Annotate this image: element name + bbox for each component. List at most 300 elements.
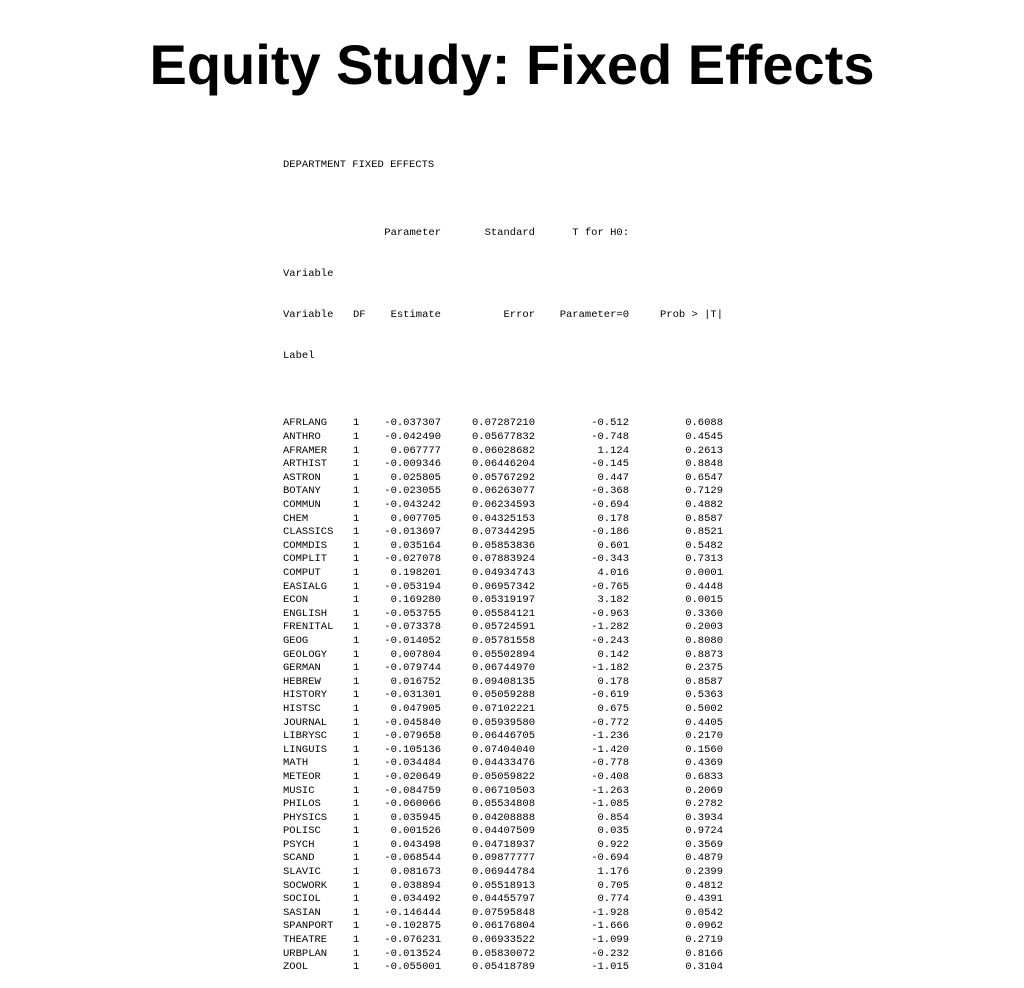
table-cell-var: PHYSICS [283,811,328,824]
table-cell-var: THEATRE [283,934,328,947]
table-cell-est: 0.034492 [390,893,441,906]
table-cell-df: 1 [353,825,360,838]
table-row [283,866,723,880]
table-row [283,730,723,744]
table-cell-se: 0.05939580 [471,716,535,729]
table-cell-var: COMPUT [283,567,321,579]
table-cell-se: 0.05418789 [471,961,535,974]
table-cell-se: 0.04934743 [471,567,535,579]
header-cell: Parameter [384,227,441,240]
table-cell-p: 0.0962 [685,920,723,933]
header-cell: Variable [283,308,334,321]
table-cell-var: FRENITAL [283,621,334,634]
table-cell-var: COMMUN [283,499,321,512]
table-row [283,526,723,540]
table-cell-p: 0.4369 [685,757,723,770]
table-cell-est: -0.013524 [384,947,441,960]
table-cell-t: 3.182 [597,594,629,607]
table-cell-est: -0.045840 [384,716,441,729]
table-cell-p: 0.8848 [685,458,723,471]
table-cell-p: 0.8166 [685,947,723,960]
table-cell-est: -0.079744 [384,662,441,675]
table-cell-est: 0.081673 [390,866,441,879]
table-cell-p: 0.0001 [685,567,723,579]
table-cell-df: 1 [353,444,360,457]
table-cell-var: ANTHRO [283,431,321,444]
table-row [283,608,723,622]
table-row [283,717,723,731]
table-cell-est: -0.043242 [384,499,441,512]
table-cell-est: -0.102875 [384,920,441,933]
table-header [283,200,723,390]
table-cell-se: 0.05677832 [471,431,535,444]
table-cell-p: 0.4391 [685,893,723,906]
table-row [283,934,723,948]
table-cell-p: 0.5363 [685,689,723,702]
table-cell-est: 0.038894 [390,879,441,892]
table-row [283,961,723,975]
table-cell-var: LIBRYSC [283,730,328,743]
table-cell-p: 0.2613 [685,444,723,457]
table-cell-t: 0.178 [597,675,629,688]
table-cell-t: 4.016 [597,567,629,579]
table-cell-t: 0.178 [597,512,629,525]
table-cell-se: 0.06446204 [471,458,535,471]
table-cell-var: METEOR [283,770,321,783]
table-cell-df: 1 [353,743,360,756]
table-cell-t: -0.408 [591,770,629,783]
table-cell-est: -0.042490 [384,431,441,444]
table-cell-se: 0.05830072 [471,947,535,960]
table-cell-df: 1 [353,471,360,484]
table-cell-est: -0.055001 [384,961,441,974]
table-row [283,771,723,785]
table-row [283,621,723,635]
table-cell-est: -0.031301 [384,689,441,702]
table-cell-t: -1.182 [591,662,629,675]
table-row [283,445,723,459]
table-cell-var: BOTANY [283,485,321,498]
table-row [283,417,723,431]
table-cell-t: 0.447 [597,471,629,484]
table-cell-df: 1 [353,757,360,770]
table-cell-se: 0.05502894 [471,648,535,661]
table-cell-se: 0.05781558 [471,634,535,647]
table-cell-p: 0.6833 [685,770,723,783]
table-cell-df: 1 [353,961,360,974]
table-cell-df: 1 [353,879,360,892]
table-cell-p: 0.7129 [685,485,723,498]
table-cell-p: 0.8587 [685,675,723,688]
table-cell-p: 0.2782 [685,798,723,811]
table-row [283,540,723,554]
header-row-3 [283,309,723,323]
table-cell-df: 1 [353,906,360,919]
table-cell-est: 0.025805 [390,471,441,484]
table-cell-t: -1.282 [591,621,629,634]
table-cell-est: -0.079658 [384,730,441,743]
table-cell-est: -0.034484 [384,757,441,770]
table-cell-df: 1 [353,947,360,960]
table-cell-p: 0.2375 [685,662,723,675]
table-cell-se: 0.05534808 [471,798,535,811]
table-cell-var: EASIALG [283,580,328,593]
table-cell-se: 0.07595848 [471,906,535,919]
table-cell-p: 0.6547 [685,471,723,484]
table-cell-p: 0.2399 [685,866,723,879]
table-cell-se: 0.06446705 [471,730,535,743]
table-cell-est: -0.009346 [384,458,441,471]
table-cell-t: -0.343 [591,553,629,566]
table-cell-se: 0.09408135 [471,675,535,688]
table-cell-p: 0.8587 [685,512,723,525]
table-cell-df: 1 [353,730,360,743]
table-cell-t: -0.778 [591,757,629,770]
table-cell-var: ASTRON [283,471,321,484]
table-cell-df: 1 [353,920,360,933]
table-cell-t: -0.145 [591,458,629,471]
table-cell-se: 0.04325153 [471,512,535,525]
table-cell-p: 0.3934 [685,811,723,824]
table-cell-se: 0.07102221 [471,702,535,715]
table-cell-df: 1 [353,934,360,947]
table-cell-p: 0.2069 [685,784,723,797]
table-cell-se: 0.04208888 [471,811,535,824]
table-cell-est: -0.014052 [384,634,441,647]
table-cell-p: 0.8521 [685,526,723,539]
table-cell-df: 1 [353,784,360,797]
table-cell-p: 0.3360 [685,607,723,620]
table-cell-se: 0.05724591 [471,621,535,634]
table-cell-se: 0.05059822 [471,770,535,783]
table-row [283,825,723,839]
table-cell-var: PSYCH [283,838,315,851]
table-cell-df: 1 [353,485,360,498]
table-row [283,567,723,581]
table-cell-se: 0.07287210 [471,417,535,430]
table-row [283,785,723,799]
table-cell-t: -0.243 [591,634,629,647]
table-cell-se: 0.04433476 [471,757,535,770]
table-row [283,757,723,771]
table-cell-df: 1 [353,594,360,607]
table-cell-var: SOCWORK [283,879,328,892]
table-row [283,553,723,567]
table-cell-est: -0.023055 [384,485,441,498]
table-cell-p: 0.4448 [685,580,723,593]
table-cell-t: 0.854 [597,811,629,824]
table-cell-df: 1 [353,662,360,675]
table-cell-var: MATH [283,757,309,770]
table-cell-var: HEBREW [283,675,321,688]
table-cell-df: 1 [353,689,360,702]
table-cell-df: 1 [353,458,360,471]
table-cell-p: 0.3104 [685,961,723,974]
table-cell-p: 0.0015 [685,594,723,607]
table-cell-p: 0.9724 [685,825,723,838]
table-cell-est: 0.035945 [390,811,441,824]
table-cell-df: 1 [353,716,360,729]
header-cell: Standard [484,227,535,240]
table-cell-t: -1.236 [591,730,629,743]
table-row [283,649,723,663]
table-cell-t: -1.666 [591,920,629,933]
table-cell-t: -0.186 [591,526,629,539]
table-cell-var: ARTHIST [283,458,328,471]
table-cell-p: 0.8080 [685,634,723,647]
table-cell-est: -0.037307 [384,417,441,430]
table-cell-se: 0.05853836 [471,539,535,552]
header-cell: Variable [283,267,334,280]
table-cell-var: ENGLISH [283,607,328,620]
table-cell-se: 0.06176804 [471,920,535,933]
table-cell-var: SPANPORT [283,920,334,933]
table-row [283,689,723,703]
table-cell-se: 0.05059288 [471,689,535,702]
table-row [283,594,723,608]
table-cell-var: JOURNAL [283,716,328,729]
table-cell-df: 1 [353,580,360,593]
table-cell-est: -0.076231 [384,934,441,947]
table-cell-p: 0.2003 [685,621,723,634]
table-cell-df: 1 [353,621,360,634]
regression-output [283,132,723,988]
table-cell-se: 0.05767292 [471,471,535,484]
table-row [283,907,723,921]
table-cell-se: 0.06234593 [471,499,535,512]
table-cell-var: HISTSC [283,702,321,715]
table-cell-var: GEOG [283,634,309,647]
table-cell-var: COMPLIT [283,553,328,566]
table-cell-t: -0.748 [591,431,629,444]
table-cell-est: -0.068544 [384,852,441,865]
table-cell-var: ZOOL [283,961,309,974]
table-cell-se: 0.06944784 [471,866,535,879]
table-cell-t: -0.694 [591,852,629,865]
table-cell-t: -1.420 [591,743,629,756]
table-cell-df: 1 [353,838,360,851]
table-cell-se: 0.06957342 [471,580,535,593]
table-cell-var: COMMDIS [283,539,328,552]
table-cell-var: POLISC [283,825,321,838]
table-row [283,852,723,866]
table-cell-est: 0.007705 [390,512,441,525]
table-row [283,472,723,486]
table-cell-var: CHEM [283,512,309,525]
table-cell-t: 0.675 [597,702,629,715]
table-row [283,948,723,962]
slide-title: Equity Study: Fixed Effects [149,33,875,96]
table-cell-t: -0.619 [591,689,629,702]
table-cell-est: -0.146444 [384,906,441,919]
table-cell-est: 0.007804 [390,648,441,661]
table-row [283,485,723,499]
table-row [283,676,723,690]
table-row [283,893,723,907]
table-cell-est: 0.169280 [390,594,441,607]
table-cell-t: -0.772 [591,716,629,729]
table-cell-est: -0.027078 [384,553,441,566]
table-cell-est: 0.035164 [390,539,441,552]
table-cell-est: 0.067777 [390,444,441,457]
table-cell-t: -0.765 [591,580,629,593]
table-cell-se: 0.07404040 [471,743,535,756]
table-cell-se: 0.06933522 [471,934,535,947]
header-row-1 [283,227,723,241]
table-cell-t: -1.263 [591,784,629,797]
table-cell-p: 0.0542 [685,906,723,919]
table-cell-est: -0.020649 [384,770,441,783]
table-cell-df: 1 [353,852,360,865]
table-cell-se: 0.04718937 [471,838,535,851]
table-cell-est: -0.105136 [384,743,441,756]
table-cell-df: 1 [353,607,360,620]
table-cell-se: 0.07344295 [471,526,535,539]
table-cell-se: 0.05584121 [471,607,535,620]
table-cell-t: 0.922 [597,838,629,851]
table-row [283,703,723,717]
table-cell-df: 1 [353,567,360,579]
header-row-2 [283,268,723,282]
table-cell-df: 1 [353,431,360,444]
table-cell-var: SLAVIC [283,866,321,879]
table-cell-p: 0.7313 [685,553,723,566]
table-cell-se: 0.06744970 [471,662,535,675]
header-cell: Label [283,349,315,362]
table-cell-var: LINGUIS [283,743,328,756]
table-cell-est: 0.198201 [390,567,441,579]
table-cell-p: 0.5482 [685,539,723,552]
table-cell-var: MUSIC [283,784,315,797]
table-row [283,920,723,934]
table-cell-df: 1 [353,648,360,661]
table-cell-df: 1 [353,553,360,566]
table-cell-p: 0.4882 [685,499,723,512]
table-cell-se: 0.07883924 [471,553,535,566]
table-cell-var: AFRLANG [283,417,328,430]
table-cell-var: AFRAMER [283,444,328,457]
header-cell: T for H0: [572,227,629,240]
table-row [283,635,723,649]
table-cell-est: -0.084759 [384,784,441,797]
table-row [283,431,723,445]
table-cell-df: 1 [353,675,360,688]
table-cell-est: 0.016752 [390,675,441,688]
table-cell-p: 0.2170 [685,730,723,743]
table-cell-df: 1 [353,811,360,824]
table-cell-var: ECON [283,594,309,607]
table-cell-df: 1 [353,417,360,430]
table-cell-var: PHILOS [283,798,321,811]
table-cell-p: 0.6088 [685,417,723,430]
table-row [283,744,723,758]
table-cell-se: 0.04455797 [471,893,535,906]
table-cell-t: -1.085 [591,798,629,811]
table-row [283,662,723,676]
header-cell: DF [353,308,366,321]
table-row [283,812,723,826]
table-cell-df: 1 [353,893,360,906]
table-cell-t: -1.099 [591,934,629,947]
table-cell-p: 0.4405 [685,716,723,729]
table-cell-df: 1 [353,512,360,525]
table-cell-p: 0.2719 [685,934,723,947]
table-cell-t: 0.705 [597,879,629,892]
table-row [283,499,723,513]
table-cell-est: -0.060066 [384,798,441,811]
table-row [283,581,723,595]
table-cell-var: CLASSICS [283,526,334,539]
table-cell-p: 0.1560 [685,743,723,756]
table-cell-var: HISTORY [283,689,328,702]
table-cell-df: 1 [353,798,360,811]
table-cell-var: SOCIOL [283,893,321,906]
table-cell-t: -0.232 [591,947,629,960]
table-row [283,513,723,527]
table-cell-t: 1.124 [597,444,629,457]
table-cell-est: 0.047905 [390,702,441,715]
table-cell-t: -0.963 [591,607,629,620]
table-cell-t: 0.601 [597,539,629,552]
table-cell-se: 0.06710503 [471,784,535,797]
table-cell-est: 0.043498 [390,838,441,851]
table-body [283,417,723,974]
table-row [283,798,723,812]
table-cell-p: 0.4879 [685,852,723,865]
header-cell: Estimate [390,308,441,321]
table-cell-est: -0.053194 [384,580,441,593]
table-cell-est: 0.001526 [390,825,441,838]
table-cell-var: SASIAN [283,906,321,919]
table-cell-var: GEOLOGY [283,648,328,661]
table-cell-p: 0.4545 [685,431,723,444]
table-cell-var: SCAND [283,852,315,865]
table-row [283,880,723,894]
table-cell-var: GERMAN [283,662,321,675]
table-cell-df: 1 [353,539,360,552]
table-cell-p: 0.8873 [685,648,723,661]
table-cell-se: 0.05319197 [471,594,535,607]
table-cell-t: 0.035 [597,825,629,838]
table-cell-p: 0.4812 [685,879,723,892]
table-cell-est: -0.053755 [384,607,441,620]
table-cell-est: -0.013697 [384,526,441,539]
table-cell-p: 0.5002 [685,702,723,715]
table-cell-df: 1 [353,866,360,879]
table-cell-se: 0.04407509 [471,825,535,838]
table-cell-p: 0.3569 [685,838,723,851]
header-cell: Prob > |T| [659,308,723,321]
table-cell-t: -0.368 [591,485,629,498]
table-cell-t: 1.176 [597,866,629,879]
table-cell-df: 1 [353,526,360,539]
table-cell-se: 0.05518913 [471,879,535,892]
table-cell-var: URBPLAN [283,947,328,960]
table-cell-t: -0.694 [591,499,629,512]
table-cell-se: 0.09877777 [471,852,535,865]
table-cell-t: -0.512 [591,417,629,430]
table-cell-df: 1 [353,634,360,647]
table-cell-se: 0.06028682 [471,444,535,457]
header-row-4 [283,350,723,364]
header-cell: Error [503,308,535,321]
table-cell-se: 0.06263077 [471,485,535,498]
table-row [283,458,723,472]
table-caption: DEPARTMENT FIXED EFFECTS [283,159,435,172]
table-cell-t: -1.928 [591,906,629,919]
table-row [283,839,723,853]
table-cell-t: 0.774 [597,893,629,906]
